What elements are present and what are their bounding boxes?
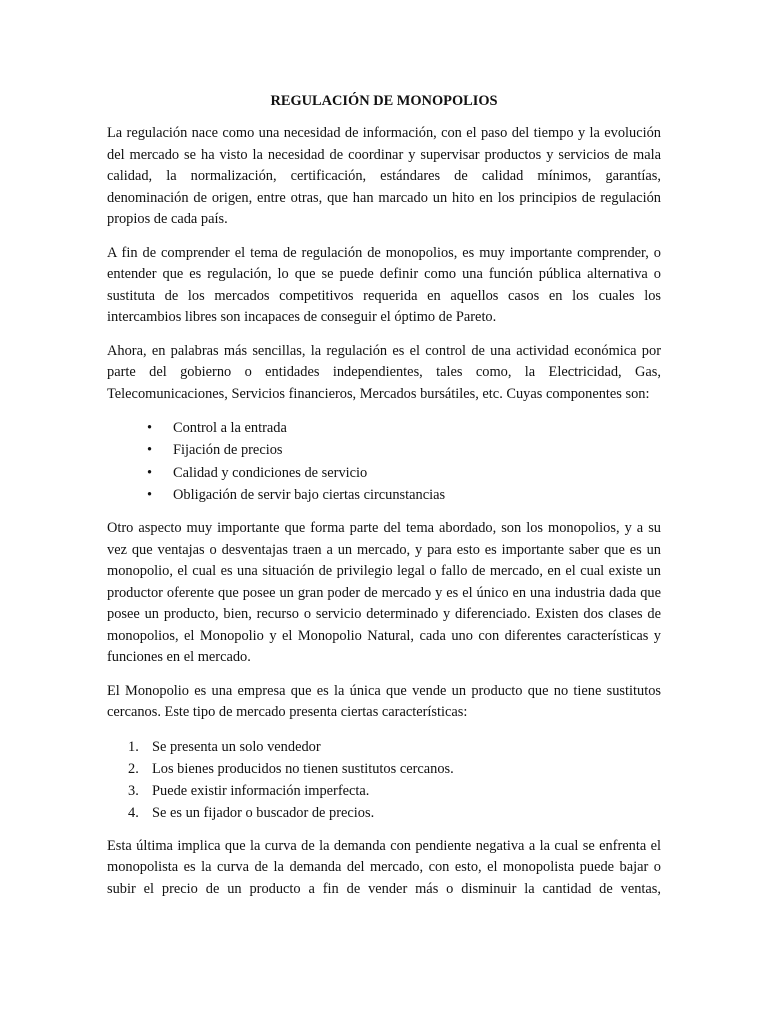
paragraph-monopolies: Otro aspecto muy importante que forma parte del tema abordado, son los monopolios, y a su vez que ventajas o desventajas traen a un mercado, y para esto es importante saber que es un monopolio, el cual es una situación de privilegio legal o fallo de mercado, en el cual existe un productor oferente que posee un gran poder de mercado y es el único en una industria dada que posee un producto, bien, recurso o servicio determinado y diferenciado. Existen dos clases de monopolios, el Monopolio y el Monopolio Natural, cada uno con diferentes características y funciones en el mercado. [107, 520, 661, 666]
list-item [147, 439, 661, 461]
document-title: REGULACIÓN DE MONOPOLIOS [270, 93, 498, 109]
list-item-text: Se presenta un solo vendedor [152, 738, 321, 755]
paragraph-demand-curve: Esta última implica que la curva de la demanda con pendiente negativa a la cual se enfrenta el monopolista es la curva de la demanda del mercado, con esto, el monopolista puede bajar o subir el precio de un producto a fin de vender más o disminuir la cantidad de ventas, [107, 837, 661, 897]
list-item [128, 736, 661, 758]
list-item [147, 462, 661, 484]
list-number: 4. [128, 804, 139, 821]
list-item [128, 802, 661, 824]
bullet-icon: • [147, 442, 153, 459]
bullet-icon: • [147, 486, 153, 503]
bullet-icon: • [147, 420, 153, 436]
list-item-text: Calidad y condiciones de servicio [173, 464, 368, 481]
list-item [128, 758, 661, 780]
list-number: 1. [128, 738, 139, 755]
list-number: 3. [128, 782, 139, 799]
list-item-text: Obligación de servir bajo ciertas circunstancias [173, 486, 446, 503]
list-item-text: Los bienes producidos no tienen sustitutos cercanos. [152, 760, 454, 777]
components-bullet-list [107, 417, 661, 506]
list-item-text: Puede existir información imperfecta. [152, 782, 370, 799]
list-item-text: Fijación de precios [173, 442, 283, 459]
document-page [107, 92, 661, 912]
list-number: 2. [128, 760, 139, 777]
list-item [147, 484, 661, 506]
paragraph-characteristics-intro: El Monopolio es una empresa que es la única que vende un producto que no tiene sustitutos cercanos. Este tipo de mercado presenta ciertas características: [107, 682, 661, 721]
bullet-icon: • [147, 464, 153, 481]
paragraph-definition: A fin de comprender el tema de regulación de monopolios, es muy importante comprender, o entender que es regulación, lo que se puede definir como una función pública alternativa o sustituta de los mercados competitivos requerida en aquellos casos en los cuales los intercambios libres son incapaces de conseguir el óptimo de Pareto. [107, 244, 661, 325]
list-item [128, 780, 661, 802]
characteristics-numbered-list [107, 736, 661, 824]
paragraph-components-intro: Ahora, en palabras más sencillas, la regulación es el control de una actividad económica por parte del gobierno o entidades independientes, tales como, la Electricidad, Gas, Telecomunicaciones, Servicios financieros, Mercados bursátiles, etc. Cuyas componentes son: [107, 342, 661, 402]
list-item [147, 417, 661, 439]
list-item-text: Se es un fijador o buscador de precios. [152, 804, 375, 821]
paragraph-intro: La regulación nace como una necesidad de información, con el paso del tiempo y la evolución del mercado se ha visto la necesidad de coordinar y supervisar productos y servicios de mala calidad, la normalización, certificación, estándares de calidad mínimos, garantías, denominación de origen, entre otras, que han marcado un hito en los principios de regulación propios de cada país. [107, 125, 661, 227]
list-item-text: Control a la entrada [173, 420, 287, 436]
